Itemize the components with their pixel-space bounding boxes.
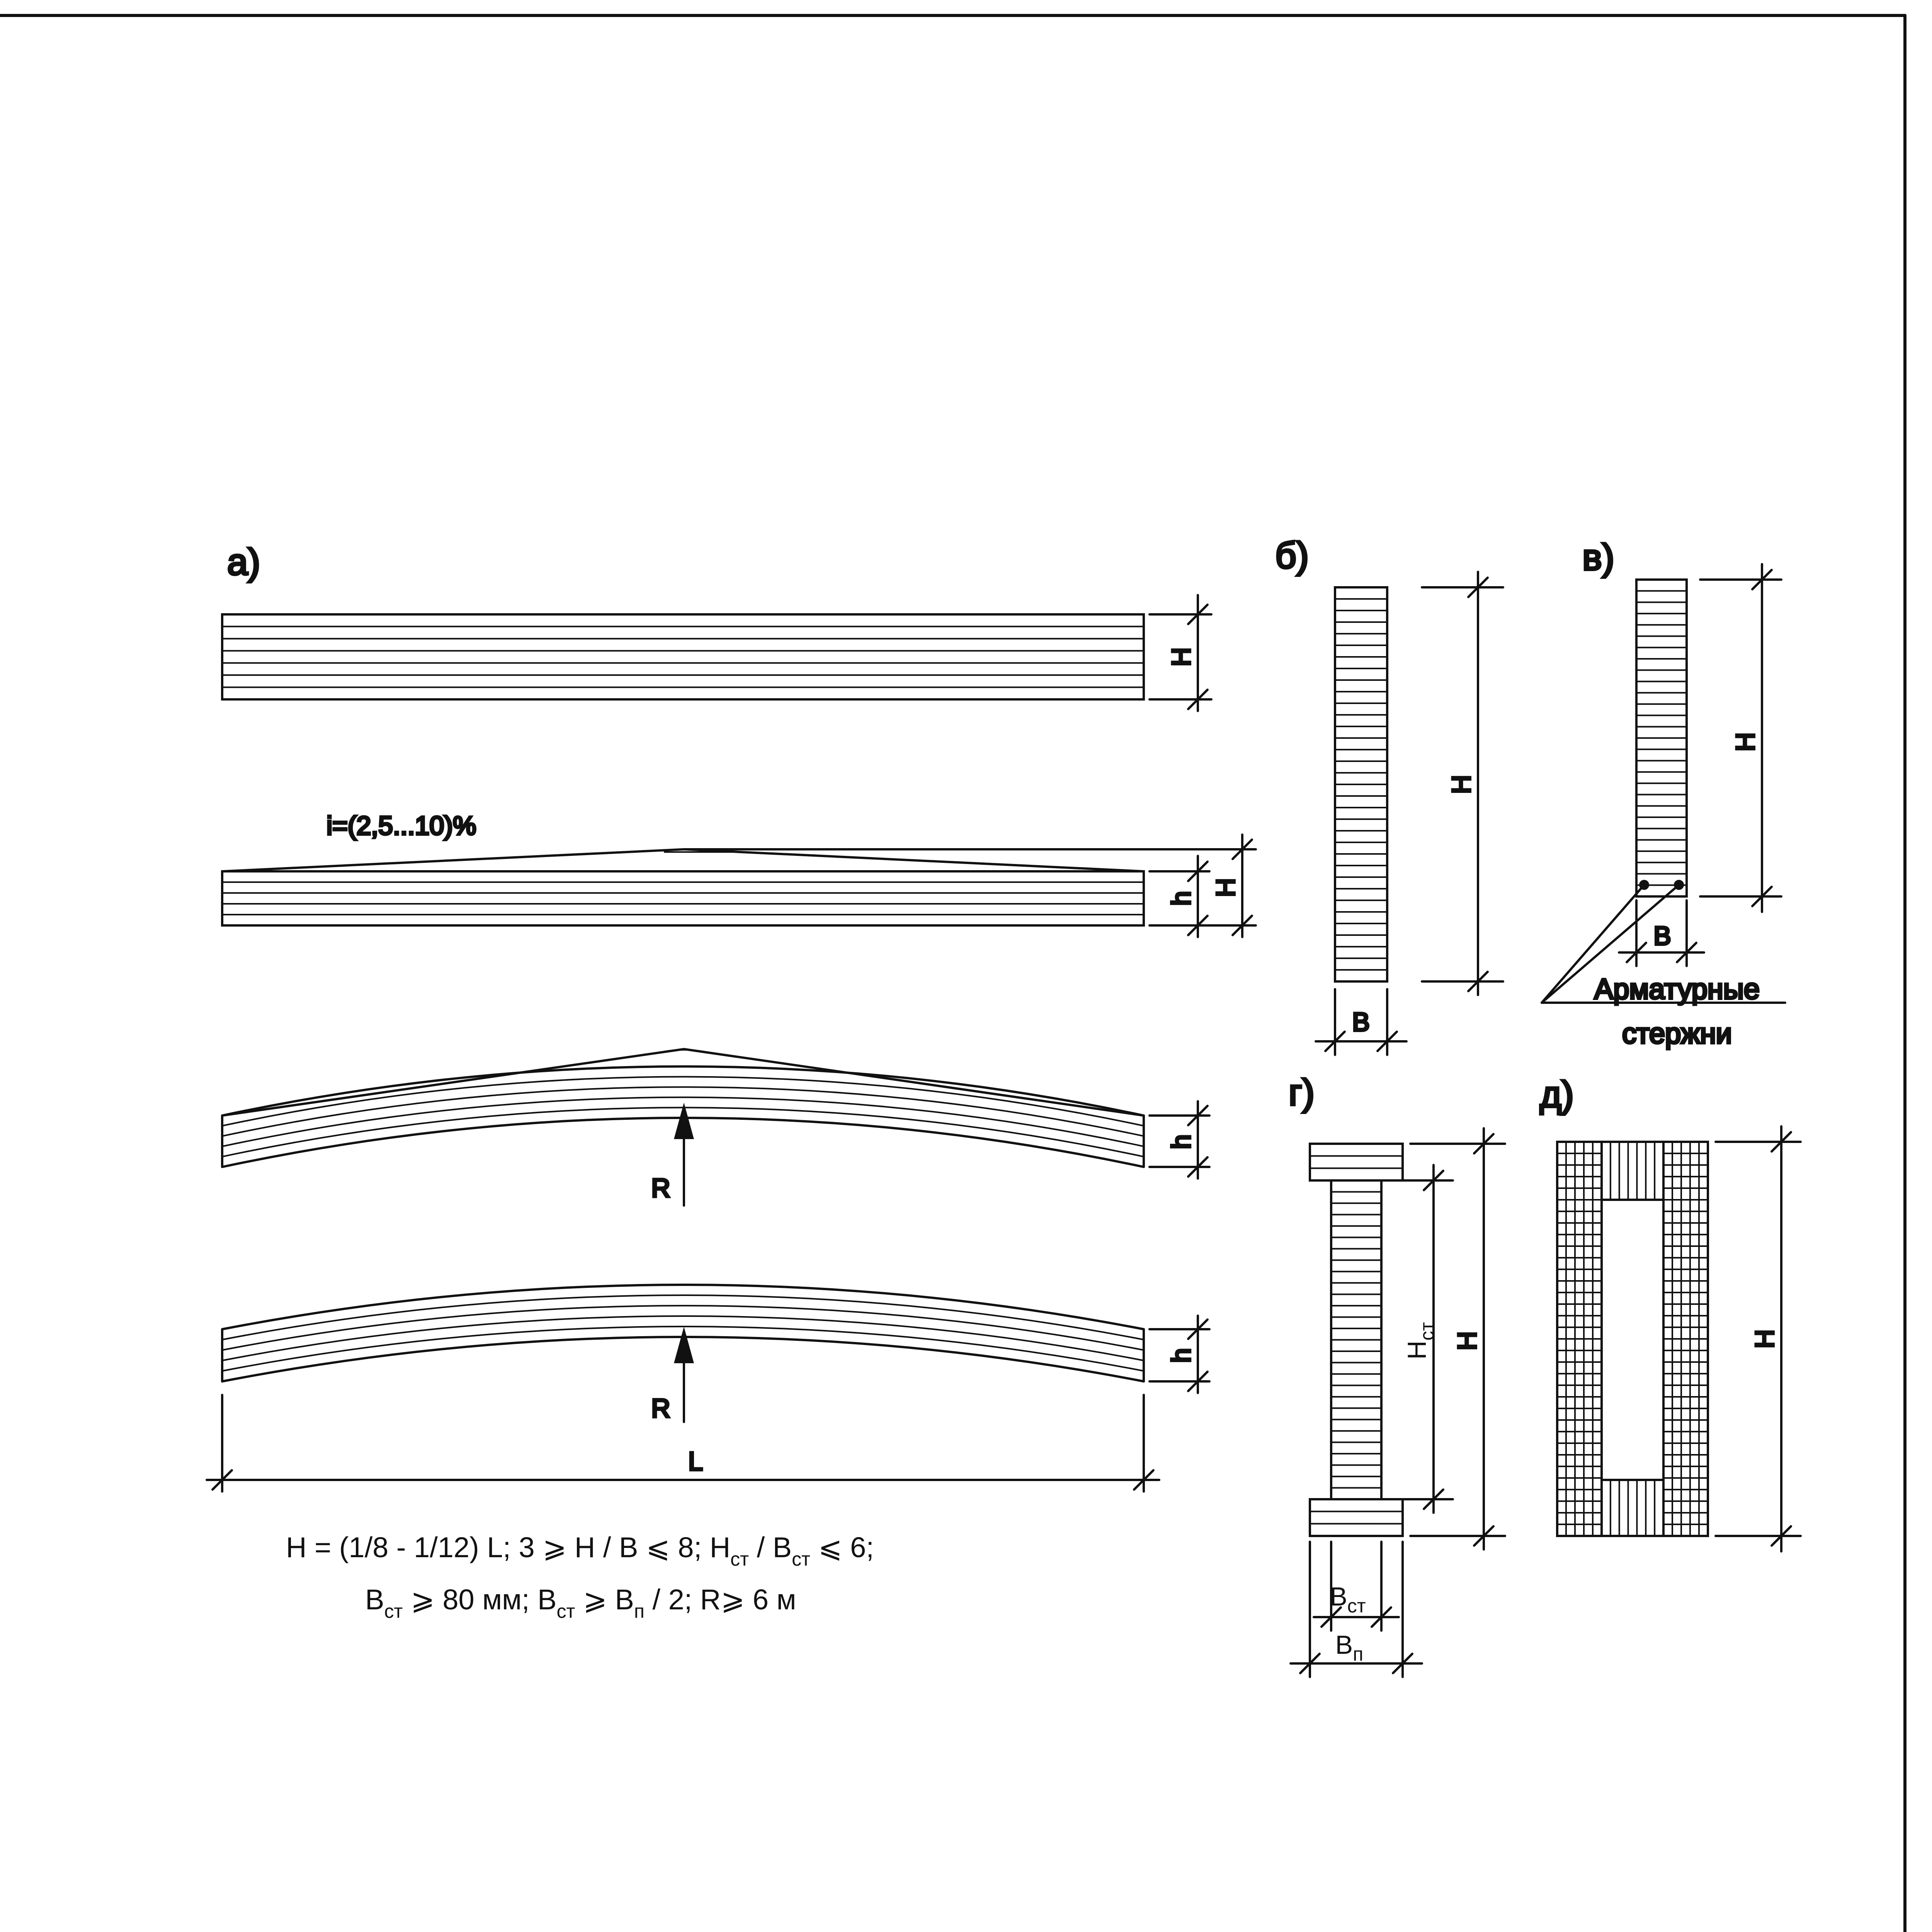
arrow-R-1 bbox=[675, 1107, 692, 1206]
rebar-label-line-1: Арматурные bbox=[1594, 973, 1760, 1005]
section-rectangular bbox=[1335, 587, 1387, 981]
formula-line-2: $B_{ст}$ ⩾ 80 мм; $B_{ст}$ ⩾ $B_п / 2$; R⩾ 6 м bbox=[365, 1583, 796, 1622]
lamination-line bbox=[222, 1285, 1144, 1329]
dim-label-Bct: $B_{ст}$ bbox=[1330, 1582, 1366, 1617]
slope-label: i=(2,5...10)% bbox=[327, 811, 476, 840]
label-panel-d: д) bbox=[1540, 1074, 1574, 1115]
section-rectangular-laminations bbox=[1335, 599, 1387, 970]
i-beam-bottom-flange bbox=[1310, 1499, 1403, 1536]
beam-straight bbox=[222, 614, 1144, 699]
label-panel-a: а) bbox=[227, 541, 260, 583]
formula-line-1: H = (1/8 - 1/12) L; 3 ⩾ H / B ⩽ 8; $H_{ст} / B_{ст}$ ⩽ 6; bbox=[286, 1531, 874, 1570]
dim-label-H-1: H bbox=[1167, 647, 1196, 667]
i-beam-top-flange bbox=[1310, 1144, 1403, 1180]
dim-label-R-1: R bbox=[651, 1173, 670, 1203]
beam-pitched bbox=[222, 849, 1240, 925]
dim-Bct-section-g bbox=[1314, 1542, 1399, 1631]
dim-label-Bp: $B_п$ bbox=[1335, 1630, 1364, 1665]
dim-label-Hct: $H_{ст}$ bbox=[1402, 1322, 1438, 1360]
dim-label-B-v: B bbox=[1653, 921, 1671, 951]
label-panel-g: г) bbox=[1289, 1072, 1315, 1113]
label-panel-v: в) bbox=[1582, 537, 1614, 578]
beam-straight-laminations bbox=[222, 626, 1144, 687]
dim-label-H-d: H bbox=[1750, 1329, 1779, 1349]
dim-label-L: L bbox=[688, 1447, 703, 1476]
dim-label-H-v: H bbox=[1731, 732, 1760, 752]
arrow-R-2 bbox=[675, 1331, 692, 1422]
beam-pitched-laminations bbox=[222, 882, 1144, 915]
dim-label-h-2: h bbox=[1167, 1134, 1196, 1149]
dim-label-H-2: H bbox=[1211, 878, 1240, 897]
dim-label-H-g: H bbox=[1452, 1331, 1482, 1350]
dim-label-R-2: R bbox=[651, 1394, 670, 1423]
rebar-label-line-2: стержни bbox=[1622, 1017, 1732, 1049]
label-panel-b: б) bbox=[1275, 535, 1309, 576]
section-reinforced bbox=[1636, 580, 1687, 896]
section-i-beam-laminations bbox=[1310, 1156, 1403, 1524]
box-inner-void bbox=[1602, 1200, 1663, 1480]
section-i-beam bbox=[1310, 1144, 1403, 1536]
dim-label-B-b: B bbox=[1352, 1007, 1370, 1037]
dim-label-h-1: h bbox=[1167, 891, 1196, 906]
section-box bbox=[1557, 1142, 1708, 1536]
dim-label-h-3: h bbox=[1167, 1348, 1196, 1363]
dim-label-H-b: H bbox=[1447, 775, 1476, 794]
section-reinforced-laminations bbox=[1636, 591, 1687, 885]
